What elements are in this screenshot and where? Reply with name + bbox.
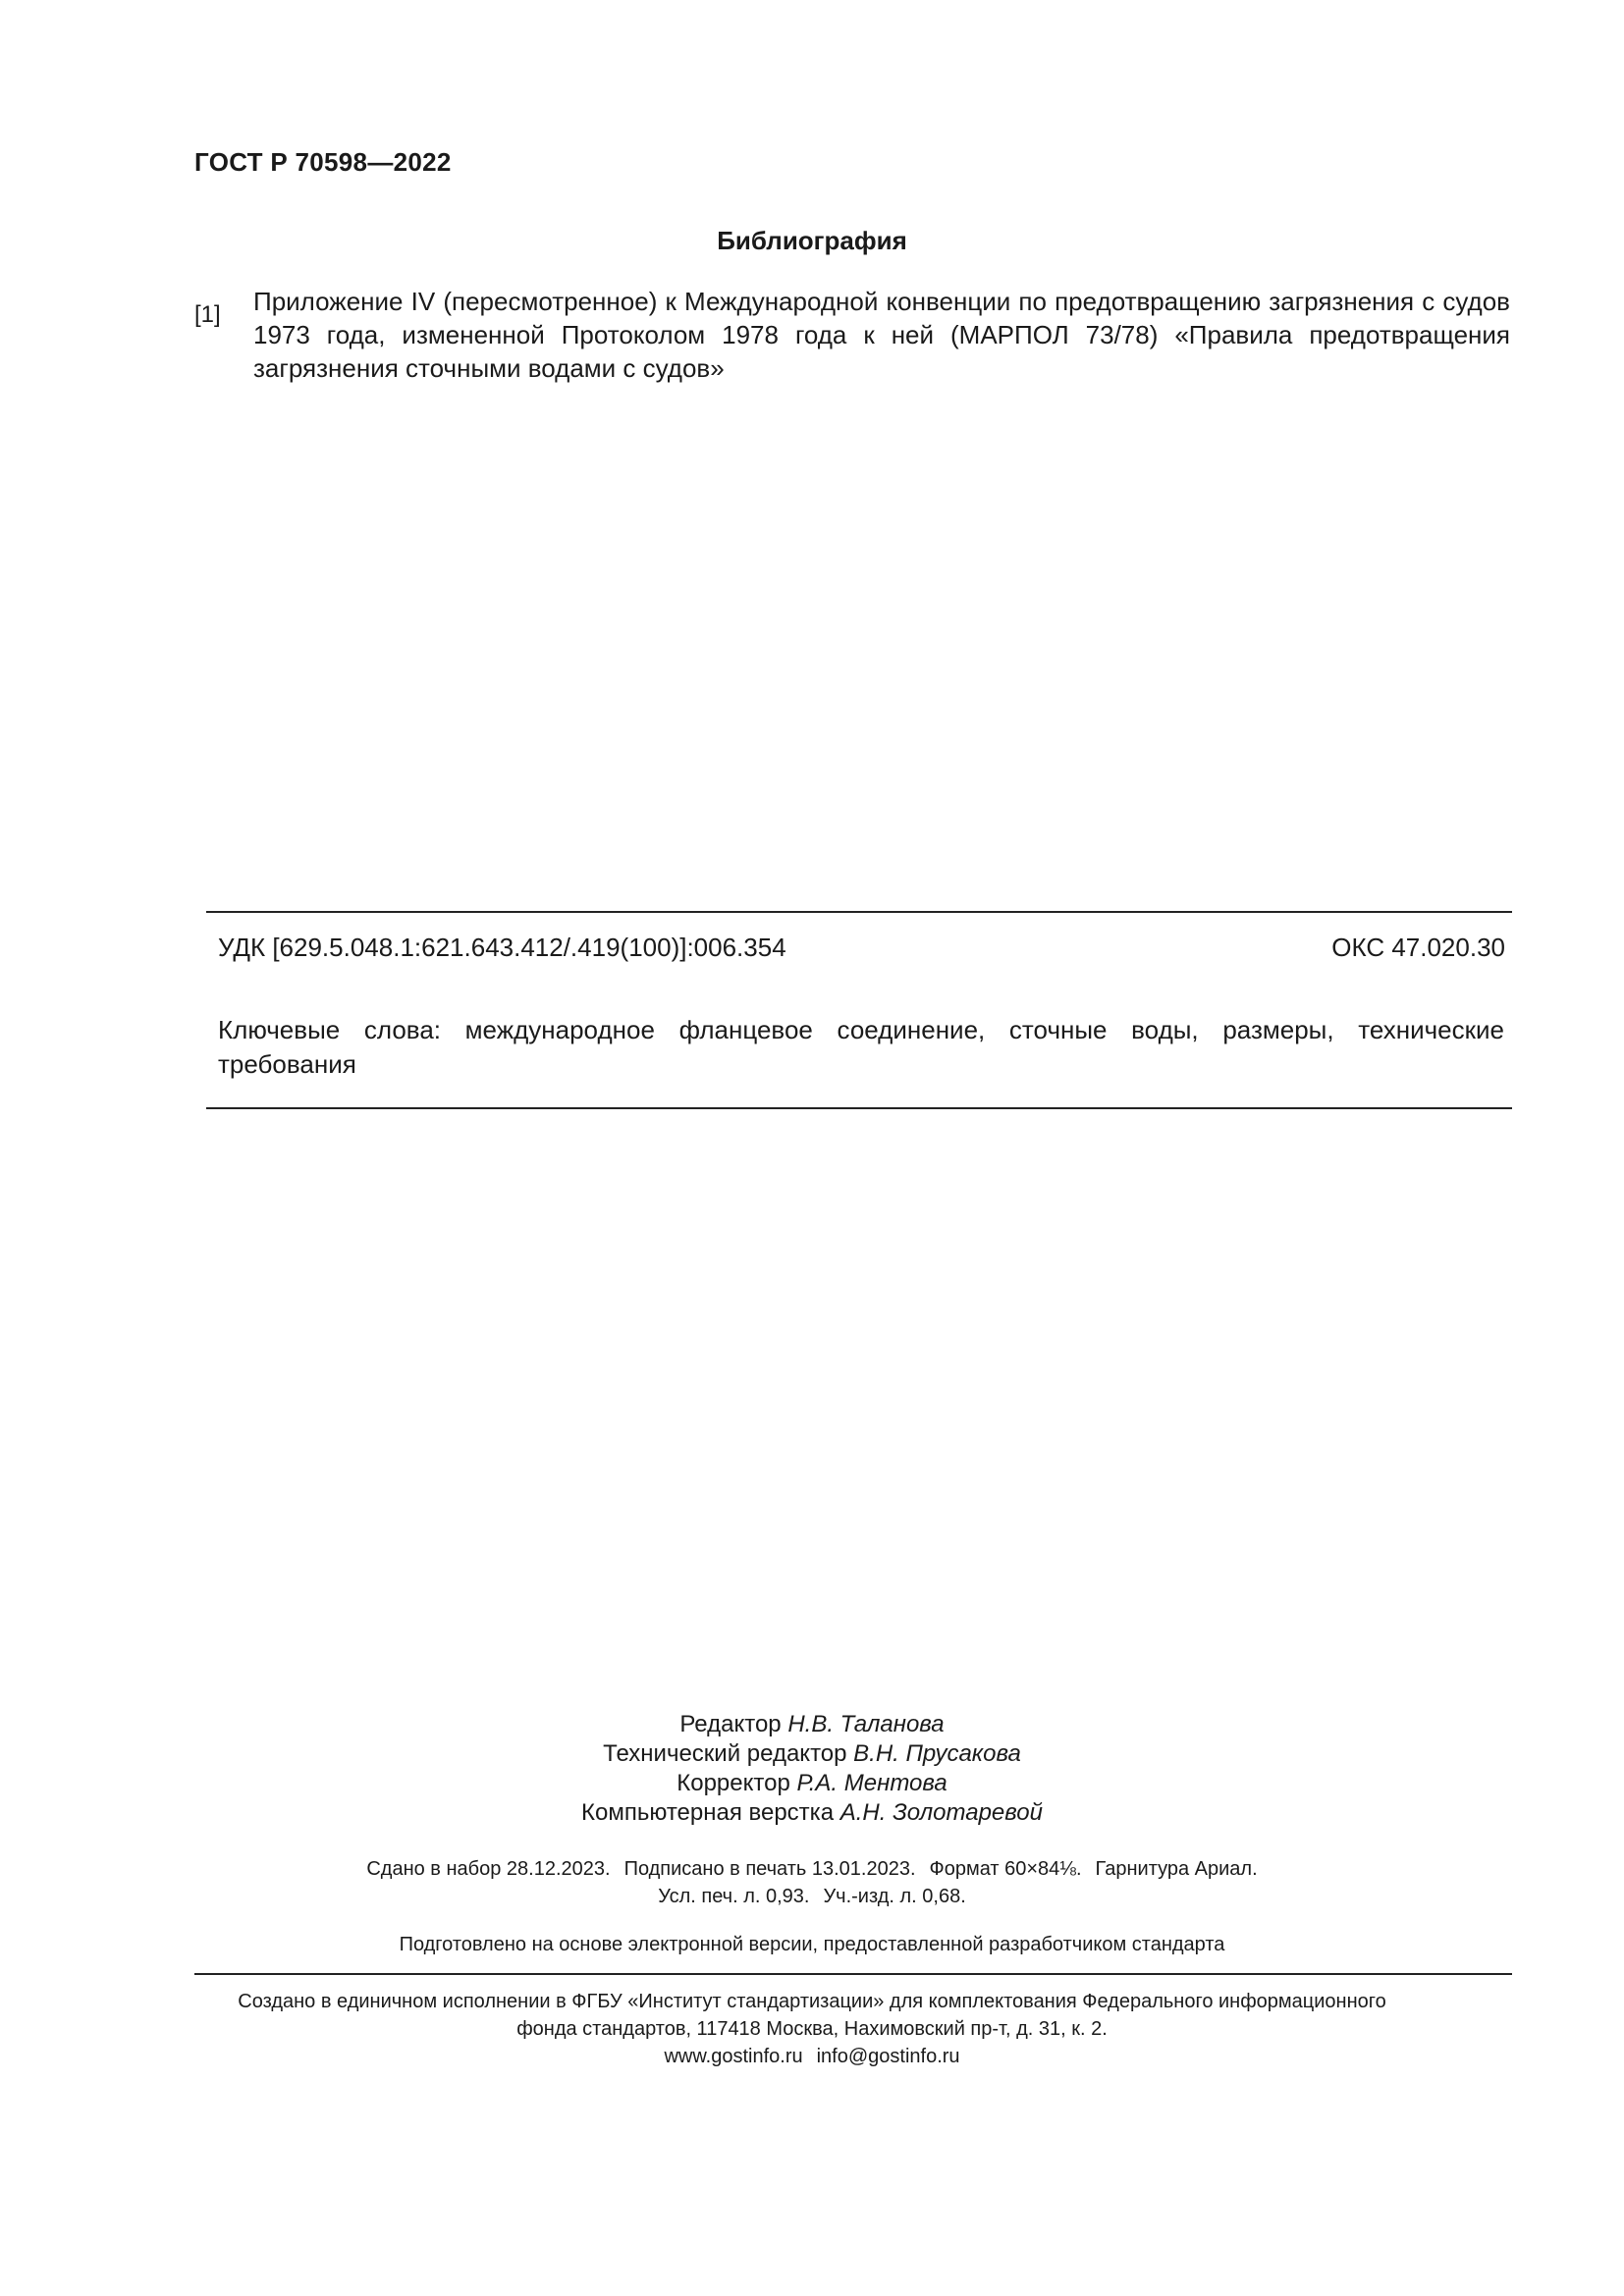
- keywords: [218, 1013, 1504, 1082]
- print-info-line-2: [0, 1883, 1624, 1910]
- print-info: [0, 1855, 1624, 1910]
- credits-block: [0, 1710, 1624, 1828]
- print-info-line-1: [0, 1855, 1624, 1883]
- created-line-1: Создано в единичном исполнении в ФГБУ «Институт стандартизации» для комплектования Федерального информационного: [238, 1991, 1386, 2012]
- created-note: [0, 1988, 1624, 2070]
- credit-corrector-name: Р.А. Ментова: [796, 1770, 947, 1796]
- print-sheets: Усл. печ. л. 0,93.: [658, 1886, 810, 1907]
- print-format: Формат 60×84⅛.: [929, 1858, 1082, 1880]
- keywords-line-2: требования: [218, 1049, 356, 1079]
- credit-editor: [0, 1710, 1624, 1739]
- top-divider: [206, 911, 1512, 913]
- credit-tech-editor-name: В.Н. Прусакова: [853, 1740, 1021, 1767]
- email-link[interactable]: info@gostinfo.ru: [816, 2046, 960, 2067]
- bibliography-title: Библиография: [717, 226, 907, 255]
- bottom-divider: [206, 1107, 1512, 1109]
- credit-editor-name: Н.В. Таланова: [787, 1711, 945, 1737]
- credit-editor-role: Редактор: [679, 1711, 788, 1737]
- prepared-note: Подготовлено на основе электронной версии, предоставленной разработчиком стандарта: [399, 1934, 1225, 1955]
- bibliography-entry: [194, 285, 1510, 385]
- bibliography-entry-number: [1]: [194, 301, 221, 328]
- print-pub-sheets: Уч.-изд. л. 0,68.: [823, 1886, 966, 1907]
- credit-tech-editor-role: Технический редактор: [603, 1740, 854, 1767]
- print-signed: Подписано в печать 13.01.2023.: [623, 1858, 916, 1880]
- footer-divider: [194, 1973, 1512, 1975]
- oks-code: ОКС 47.020.30: [1331, 933, 1505, 962]
- bibliography-entry-text: Приложение IV (пересмотренное) к Международной конвенции по предотвращению загрязнения с судов 1973 года, измененной Протоколом 1978 года к ней (МАРПОЛ 73/78) «Правила предотвращения загрязнения сточными водами с судов»: [253, 287, 1510, 383]
- created-line-2: фонда стандартов, 117418 Москва, Нахимовский пр-т, д. 31, к. 2.: [516, 2018, 1108, 2040]
- created-contacts: [0, 2043, 1624, 2070]
- print-submitted: Сдано в набор 28.12.2023.: [366, 1858, 611, 1880]
- print-font: Гарнитура Ариал.: [1095, 1858, 1258, 1880]
- credit-corrector-role: Корректор: [677, 1770, 797, 1796]
- udk-code: УДК [629.5.048.1:621.643.412/.419(100)]:006.354: [218, 933, 786, 962]
- website-link[interactable]: www.gostinfo.ru: [664, 2046, 803, 2067]
- credit-layout: [0, 1798, 1624, 1828]
- credit-layout-role: Компьютерная верстка: [581, 1799, 840, 1826]
- credit-corrector: [0, 1769, 1624, 1798]
- credit-layout-name: А.Н. Золотаревой: [839, 1799, 1043, 1826]
- keywords-line-1: Ключевые слова: международное фланцевое соединение, сточные воды, размеры, технические: [218, 1015, 1504, 1044]
- document-code: ГОСТ Р 70598—2022: [194, 147, 452, 177]
- credit-tech-editor: [0, 1739, 1624, 1769]
